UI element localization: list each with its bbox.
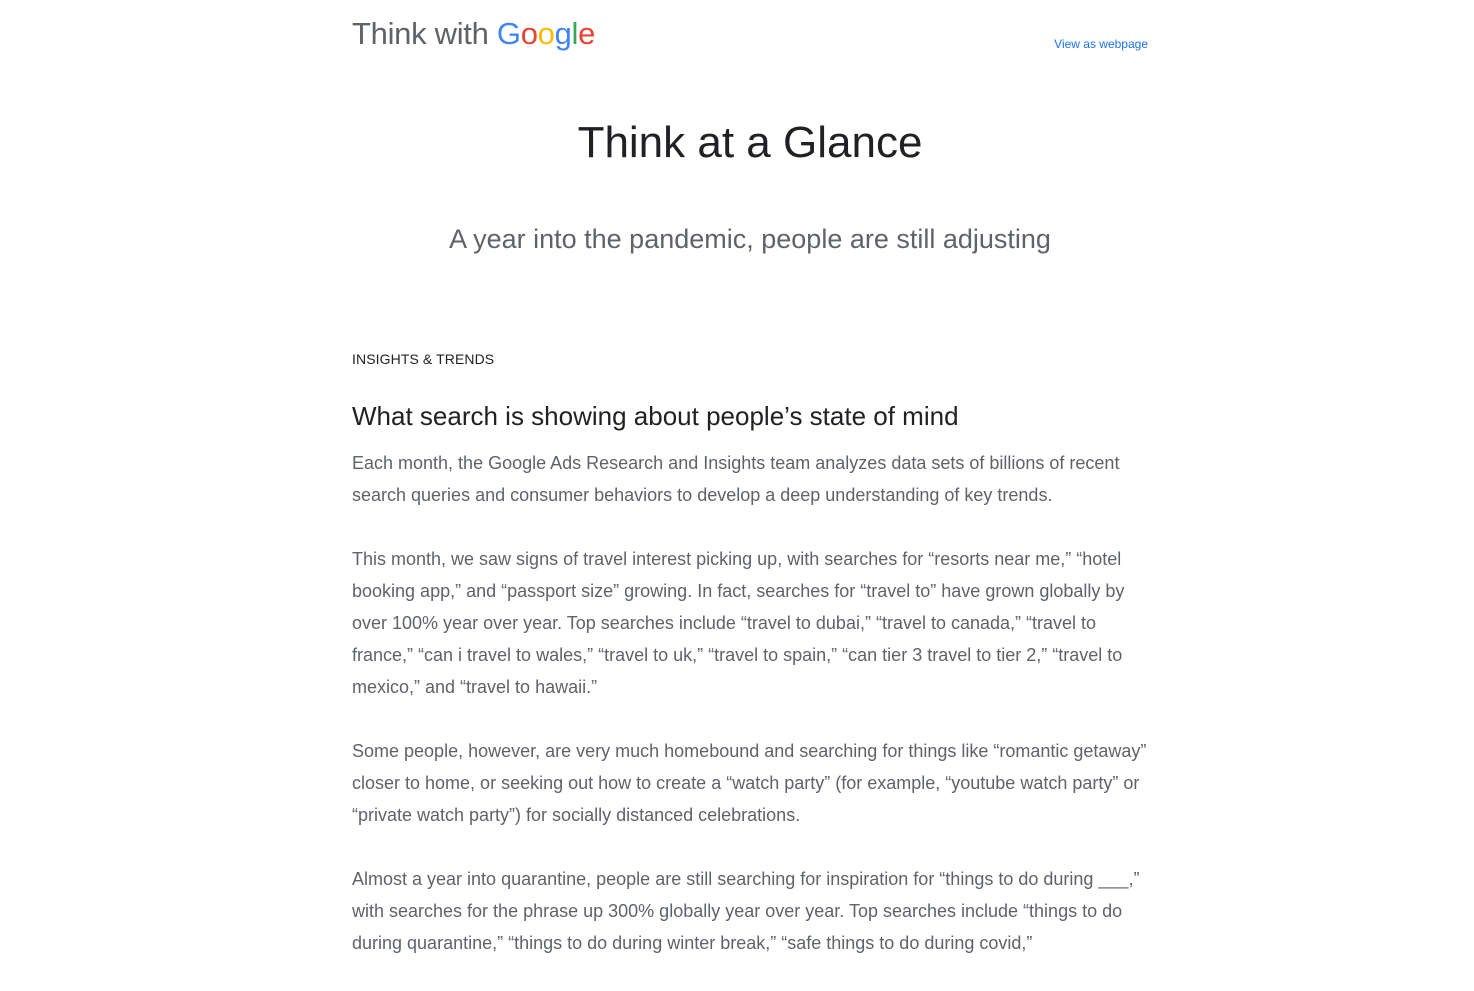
logo-think-with-text: Think with — [352, 16, 497, 51]
think-with-google-logo[interactable] — [352, 14, 595, 54]
hero-title: Think at a Glance — [577, 118, 923, 167]
logo-letter-g: g — [554, 16, 572, 51]
view-as-webpage-link[interactable]: View as webpage — [1054, 37, 1148, 51]
article-paragraph: Some people, however, are very much homebound and searching for things like “romantic getaway” closer to home, or seeking out how to create a “watch party” (for example, “youtube watch party” or “private watch party”) for socially distanced celebrations. — [352, 741, 1147, 825]
logo-letter-o: o — [537, 16, 555, 51]
email-header — [352, 0, 1148, 70]
logo-letter-g: G — [496, 16, 521, 51]
article-paragraph: Each month, the Google Ads Research and Insights team analyzes data sets of billions of recent search queries and consumer behaviors to develop a deep understanding of key trends. — [352, 453, 1120, 505]
article-body — [352, 447, 1152, 991]
logo-letter-l: l — [571, 16, 579, 51]
article-paragraph: This month, we saw signs of travel interest picking up, with searches for “resorts near me,” “hotel booking app,” and “passport size” growing. In fact, searches for “travel to” have grown globally by over 100% year over year. Top searches include “travel to dubai,” “travel to canada,” “travel to france,” “can i travel to wales,” “travel to uk,” “travel to spain,” “can tier 3 travel to tier 2,” “travel to mexico,” and “travel to hawaii.” — [352, 549, 1125, 697]
section-heading: What search is showing about people’s state of mind — [352, 401, 959, 431]
logo-letter-o: o — [520, 16, 538, 51]
section-eyebrow: INSIGHTS & TRENDS — [352, 351, 495, 367]
logo-letter-e: e — [578, 16, 596, 51]
email-content — [352, 0, 1148, 953]
article-paragraph: Almost a year into quarantine, people are still searching for inspiration for “things to do during ___,” with searches for the phrase up 300% globally year over year. Top searches include “things to do during quarantine,” “things to do during winter break,” “safe things to do during covid,” — [352, 869, 1140, 953]
hero-subtitle: A year into the pandemic, people are still adjusting — [449, 224, 1051, 254]
